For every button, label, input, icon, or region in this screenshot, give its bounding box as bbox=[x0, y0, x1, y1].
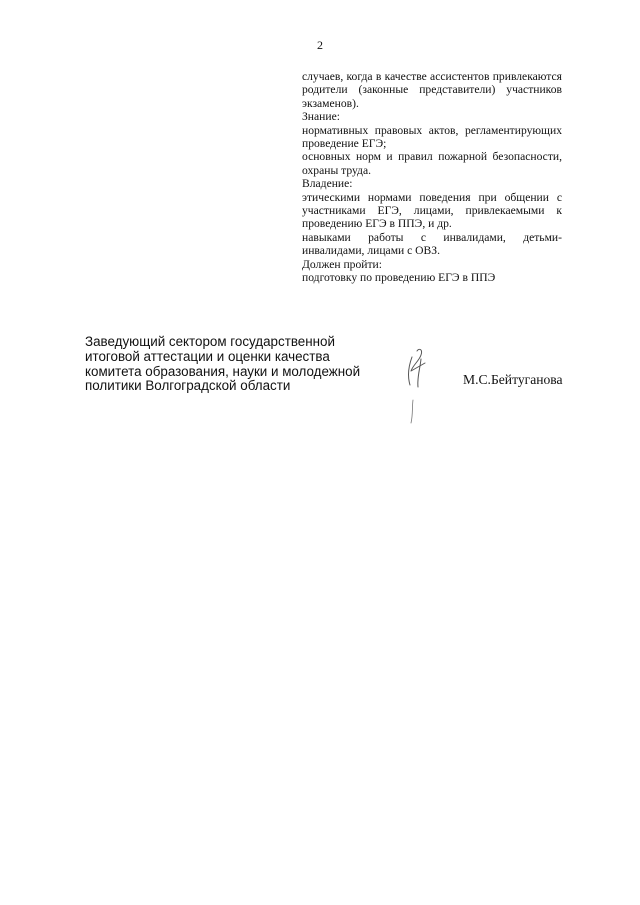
skills-item-1: этическими нормами поведения при общении с участниками ЕГЭ, лицами, привлекаемыми к проведению ЕГЭ в ППЭ, и др. bbox=[302, 190, 562, 231]
signer-position bbox=[85, 335, 385, 394]
knowledge-item-1: нормативных правовых актов, регламентирующих проведение ЕГЭ; bbox=[302, 123, 562, 151]
knowledge-item-2: основных норм и правил пожарной безопасности, охраны труда. bbox=[302, 150, 562, 177]
requirements-column bbox=[302, 70, 562, 285]
must-complete-item: подготовку по проведению ЕГЭ в ППЭ bbox=[302, 271, 496, 285]
signer-position-line-2: итоговой аттестации и оценки качества bbox=[85, 348, 330, 364]
paragraph-assistants: случаев, когда в качестве ассистентов привлекаются родители (законные представители) участников экзаменов). bbox=[302, 70, 562, 110]
signer-position-line-4: политики Волгоградской области bbox=[85, 378, 291, 394]
handwritten-signature-icon bbox=[395, 345, 435, 430]
skills-item-2: навыками работы с инвалидами, детьми-инвалидами, лицами с ОВЗ. bbox=[302, 230, 562, 258]
must-complete-heading: Должен пройти: bbox=[302, 257, 382, 271]
skills-heading: Владение: bbox=[302, 177, 353, 191]
page-number: 2 bbox=[317, 38, 323, 52]
signer-position-line-1: Заведующий сектором государственной bbox=[85, 334, 335, 349]
knowledge-heading: Знание: bbox=[302, 110, 340, 124]
signer-position-line-3: комитета образования, науки и молодежной bbox=[85, 363, 361, 379]
signer-name: М.С.Бейтуганова bbox=[463, 372, 563, 387]
